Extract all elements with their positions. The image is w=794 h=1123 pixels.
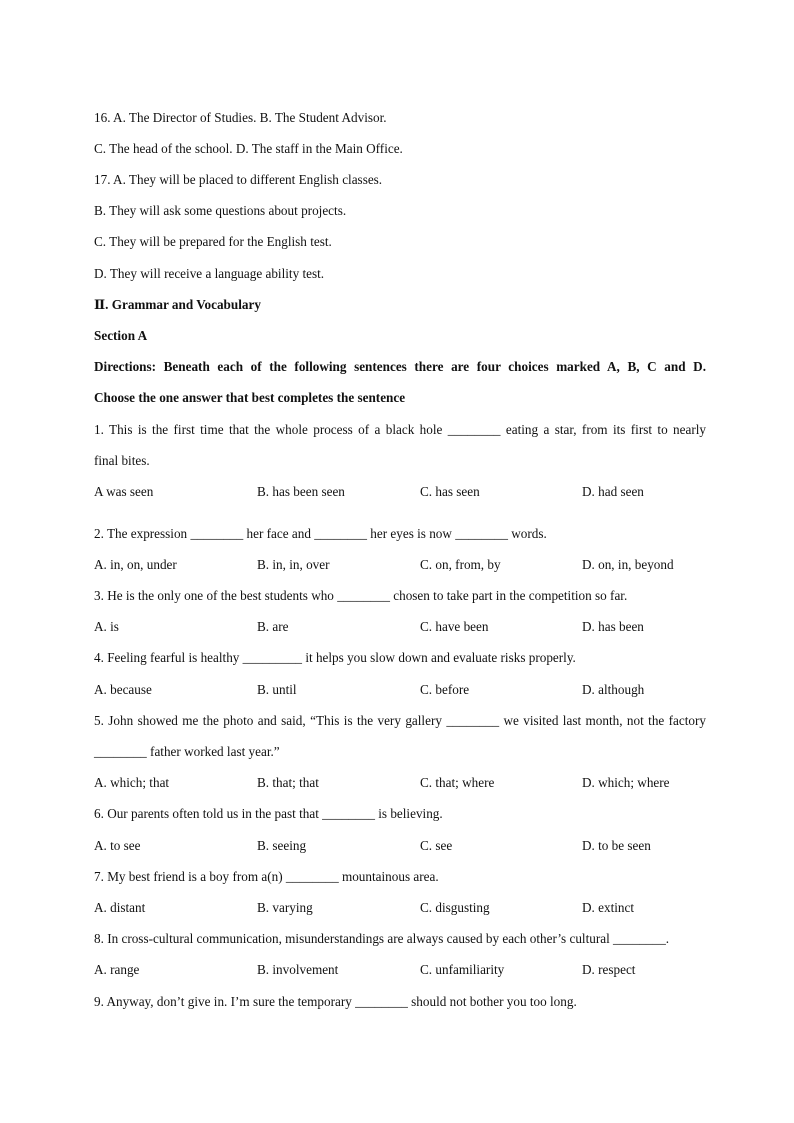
option-b: B. are bbox=[257, 619, 289, 634]
question-stem: 2. The expression ________ her face and ________ her eyes is now ________ words. bbox=[94, 526, 547, 541]
option-c: C. see bbox=[420, 838, 453, 853]
question-stem: 9. Anyway, don’t give in. I’m sure the temporary ________ should not bother you too long. bbox=[94, 994, 577, 1009]
option-b: B. in, in, over bbox=[257, 557, 330, 572]
option-b: B. until bbox=[257, 682, 297, 697]
question-stem: final bites. bbox=[94, 453, 150, 468]
question-stem: 1. This is the first time that the whole process of a black hole ________ eating a star, from its first to nearly bbox=[94, 422, 706, 437]
option-d: D. respect bbox=[582, 962, 636, 977]
option-b: B. that; that bbox=[257, 775, 319, 790]
answer-options bbox=[94, 484, 706, 500]
option-c: C. unfamiliarity bbox=[420, 962, 505, 977]
option-c: C. before bbox=[420, 682, 470, 697]
option-d: D. had seen bbox=[582, 484, 644, 499]
listening-line: B. They will ask some questions about projects. bbox=[94, 203, 347, 218]
option-c: C. disgusting bbox=[420, 900, 490, 915]
answer-options bbox=[94, 682, 706, 698]
option-b: B. has been seen bbox=[257, 484, 345, 499]
question-stem: 5. John showed me the photo and said, “This is the very gallery ________ we visited last month, not the factory bbox=[94, 713, 706, 728]
option-d: D. extinct bbox=[582, 900, 635, 915]
listening-line: C. The head of the school. D. The staff in the Main Office. bbox=[94, 141, 403, 156]
option-a: A. because bbox=[94, 682, 152, 697]
question-stem: 4. Feeling fearful is healthy _________ it helps you slow down and evaluate risks properly. bbox=[94, 650, 576, 665]
option-a: A. range bbox=[94, 962, 140, 977]
answer-options bbox=[94, 900, 706, 916]
question-stem: ________ father worked last year.” bbox=[94, 744, 280, 759]
section-title: Section A bbox=[94, 328, 148, 343]
listening-line: 16. A. The Director of Studies. B. The Student Advisor. bbox=[94, 110, 387, 125]
option-c: C. on, from, by bbox=[420, 557, 501, 572]
option-a: A. to see bbox=[94, 838, 141, 853]
answer-options bbox=[94, 775, 706, 791]
question-stem: 8. In cross-cultural communication, misunderstandings are always caused by each other’s cultural ________. bbox=[94, 931, 670, 946]
answer-options bbox=[94, 838, 706, 854]
option-d: D. has been bbox=[582, 619, 644, 634]
option-b: B. seeing bbox=[257, 838, 307, 853]
question-stem: 7. My best friend is a boy from a(n) ________ mountainous area. bbox=[94, 869, 439, 884]
option-b: B. varying bbox=[257, 900, 313, 915]
directions-line: Directions: Beneath each of the following sentences there are four choices marked A, B, C and D. bbox=[94, 359, 706, 374]
option-d: D. on, in, beyond bbox=[582, 557, 674, 572]
option-a: A. is bbox=[94, 619, 119, 634]
answer-options bbox=[94, 557, 706, 573]
option-a: A was seen bbox=[94, 484, 154, 499]
option-b: B. involvement bbox=[257, 962, 339, 977]
listening-line: C. They will be prepared for the English test. bbox=[94, 234, 332, 249]
listening-line: 17. A. They will be placed to different English classes. bbox=[94, 172, 383, 187]
option-d: D. which; where bbox=[582, 775, 670, 790]
option-d: D. to be seen bbox=[582, 838, 651, 853]
option-d: D. although bbox=[582, 682, 645, 697]
part-title: Ⅱ. Grammar and Vocabulary bbox=[94, 297, 261, 312]
option-a: A. which; that bbox=[94, 775, 170, 790]
answer-options bbox=[94, 619, 706, 635]
option-a: A. distant bbox=[94, 900, 146, 915]
option-c: C. that; where bbox=[420, 775, 495, 790]
option-c: C. has seen bbox=[420, 484, 480, 499]
question-stem: 3. He is the only one of the best students who ________ chosen to take part in the competition so far. bbox=[94, 588, 628, 603]
directions-line: Choose the one answer that best completes the sentence bbox=[94, 390, 406, 405]
answer-options bbox=[94, 962, 706, 978]
option-a: A. in, on, under bbox=[94, 557, 177, 572]
option-c: C. have been bbox=[420, 619, 489, 634]
listening-line: D. They will receive a language ability test. bbox=[94, 266, 325, 281]
question-stem: 6. Our parents often told us in the past that ________ is believing. bbox=[94, 806, 443, 821]
